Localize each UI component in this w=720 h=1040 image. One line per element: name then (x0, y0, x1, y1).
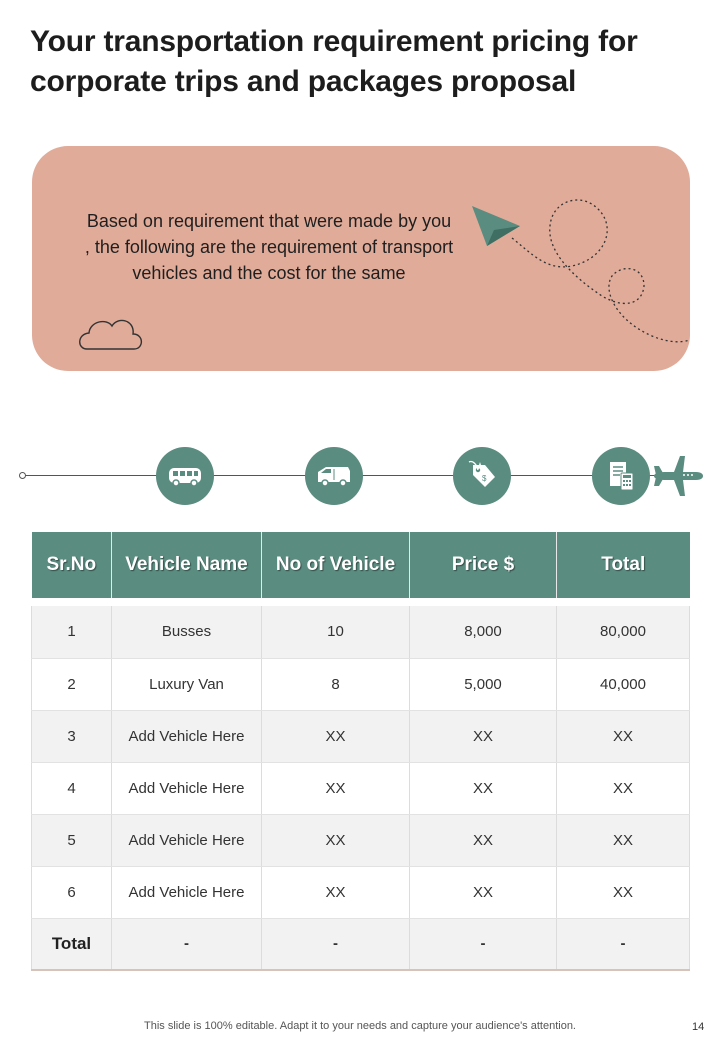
page-title: Your transportation requirement pricing for corporate trips and packages proposal (30, 25, 638, 98)
cell-vehicle-name: Add Vehicle Here (112, 762, 262, 814)
table-row (32, 606, 690, 658)
cell-vehicle-name: Add Vehicle Here (112, 866, 262, 918)
cell-no-of-vehicle: 10 (262, 606, 410, 658)
table-row (32, 762, 690, 814)
cell-total: 80,000 (557, 606, 690, 658)
cell-total-total: - (557, 918, 690, 970)
cell-vehicle-name: Luxury Van (112, 658, 262, 710)
intro-banner (32, 146, 690, 371)
cell-total: XX (557, 866, 690, 918)
table-row (32, 814, 690, 866)
cell-vehicle-name: Add Vehicle Here (112, 814, 262, 866)
page-number: 14 (692, 1021, 705, 1033)
header-total: Total (557, 532, 690, 598)
header-no-of-vehicle: No of Vehicle (262, 532, 410, 598)
cell-price: XX (410, 866, 557, 918)
cell-total-vehicle-name: - (112, 918, 262, 970)
footer-note: This slide is 100% editable. Adapt it to your needs and capture your audience's attention. (144, 1020, 576, 1032)
invoice-icon (605, 459, 637, 493)
cell-total: XX (557, 710, 690, 762)
cell-no-of-vehicle: XX (262, 710, 410, 762)
header-sr-no: Sr.No (32, 532, 112, 598)
cell-total: 40,000 (557, 658, 690, 710)
cell-price: XX (410, 814, 557, 866)
table-total-row (32, 918, 690, 970)
header-vehicle-name: Vehicle Name (112, 532, 262, 598)
cloud-icon (80, 320, 142, 349)
cell-sr-no: 5 (32, 814, 112, 866)
cell-vehicle-name: Add Vehicle Here (112, 710, 262, 762)
table-header-row (32, 532, 690, 598)
timeline-node-van (305, 447, 363, 505)
cell-total: XX (557, 814, 690, 866)
cell-no-of-vehicle: XX (262, 866, 410, 918)
cell-price: XX (410, 762, 557, 814)
svg-text:$: $ (482, 474, 487, 483)
cell-no-of-vehicle: XX (262, 762, 410, 814)
cell-total: XX (557, 762, 690, 814)
cell-price: 5,000 (410, 658, 557, 710)
price-tag-icon (465, 459, 499, 493)
cell-sr-no: 1 (32, 606, 112, 658)
table-row (32, 710, 690, 762)
timeline-start-dot (19, 472, 26, 479)
cell-no-of-vehicle: 8 (262, 658, 410, 710)
cell-total-price: - (410, 918, 557, 970)
van-icon (314, 462, 354, 490)
timeline-node-price (453, 447, 511, 505)
cell-sr-no: 2 (32, 658, 112, 710)
cell-sr-no: 3 (32, 710, 112, 762)
cell-price: XX (410, 710, 557, 762)
header-price: Price $ (410, 532, 557, 598)
cell-total-label: Total (32, 918, 112, 970)
cell-total-no-of-vehicle: - (262, 918, 410, 970)
cell-sr-no: 6 (32, 866, 112, 918)
banner-text: Based on requirement that were made by you , the following are the requirement of transport vehicles and the cost for the same (84, 211, 454, 283)
bus-icon (166, 462, 204, 490)
airplane-icon (652, 454, 704, 498)
table-row (32, 658, 690, 710)
timeline-node-invoice (592, 447, 650, 505)
cell-vehicle-name: Busses (112, 606, 262, 658)
paper-plane-icon (472, 206, 520, 246)
pricing-table (31, 532, 690, 971)
cell-sr-no: 4 (32, 762, 112, 814)
cell-no-of-vehicle: XX (262, 814, 410, 866)
cell-price: 8,000 (410, 606, 557, 658)
timeline (0, 440, 720, 515)
timeline-node-bus (156, 447, 214, 505)
table-row (32, 866, 690, 918)
